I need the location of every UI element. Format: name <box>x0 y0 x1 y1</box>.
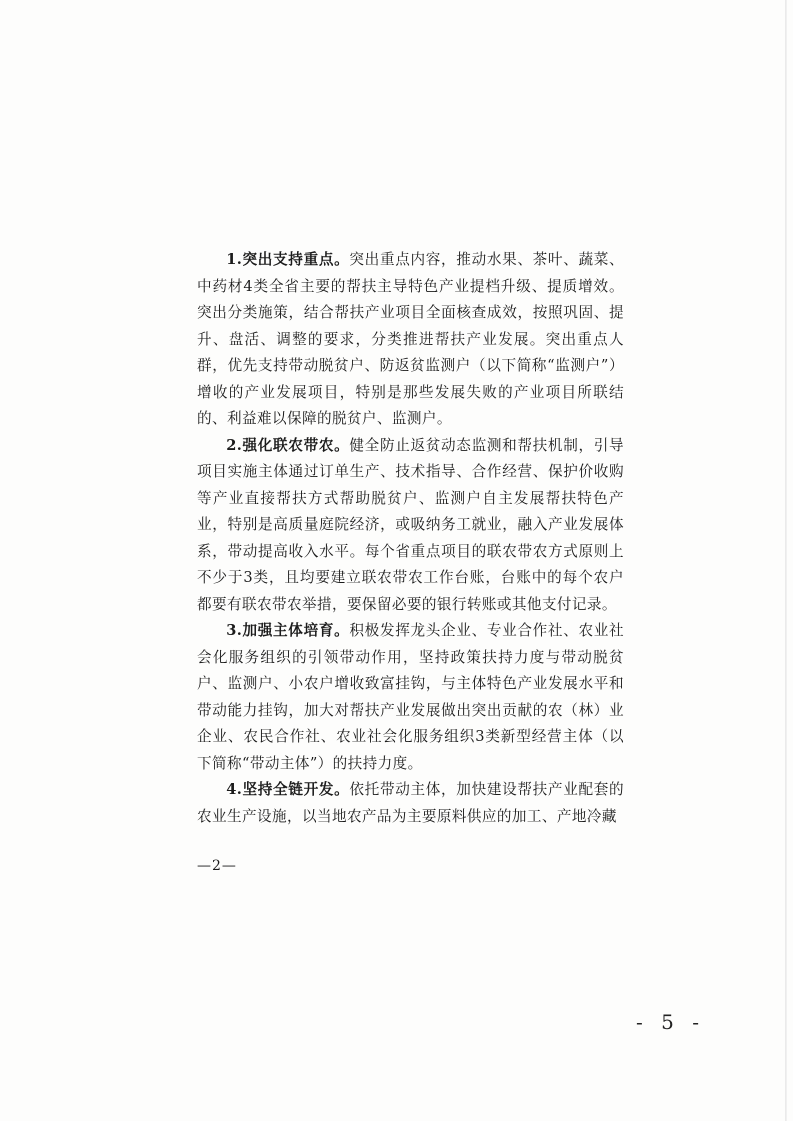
paragraph-2-text: 健全防止返贫动态监测和帮扶机制，引导项目实施主体通过订单生产、技术指导、合作经营、保护价收购等产业直接帮扶方式帮助脱贫户、监测户自主发展帮扶特色产业，特别是高质量庭院经济，或吸纳务工就业，融入产业发展体系，带动提高收入水平。每个省重点项目的联农带农方式原则上不少于3类，且均要建立联农带农工作台账，台账中的每个农户都要有联农带农举措，要保留必要的银行转账或其他支付记录。 <box>197 436 625 613</box>
page-edge-shadow <box>785 0 787 1121</box>
paragraph-1-text: 突出重点内容，推动水果、茶叶、蔬菜、中药材4类全省主要的帮扶主导特色产业提档升级、提质增效。突出分类施策，结合帮扶产业项目全面核查成效，按照巩固、提升、盘活、调整的要求，分类推进帮扶产业发展。突出重点人群，优先支持带动脱贫户、防返贫监测户（以下简称“监测户”）增收的产业发展项目，特别是那些发展失败的产业项目所联结的、利益难以保障的脱贫户、监测户。 <box>197 251 625 427</box>
paragraph-4-heading: 4.坚持全链开发。 <box>226 781 350 798</box>
paragraph-4 <box>197 777 624 830</box>
paragraph-2-heading: 2.强化联农带农。 <box>226 436 350 454</box>
paragraph-1 <box>197 247 624 433</box>
paragraph-3-heading: 3.加强主体培育。 <box>226 622 350 639</box>
inner-page-number: —2— <box>197 858 237 874</box>
body-text <box>197 247 624 830</box>
paragraph-4-text: 依托带动主体，加快建设帮扶产业配套的农业生产设施，以当地农产品为主要原料供应的加工、产地冷藏 <box>197 781 625 825</box>
paragraph-3-text: 积极发挥龙头企业、专业合作社、农业社会化服务组织的引领带动作用，坚持政策扶持力度与带动脱贫户、监测户、小农户增收致富挂钩，与主体特色产业发展水平和带动能力挂钩，加大对帮扶产业发展做出突出贡献的农（林）业企业、农民合作社、农业社会化服务组织3类新型经营主体（以下简称“带动主体”）的扶持力度。 <box>197 622 625 772</box>
outer-page-number: - 5 - <box>636 1010 705 1034</box>
paragraph-2 <box>197 433 624 619</box>
paragraph-3 <box>197 618 624 777</box>
paragraph-1-heading: 1.突出支持重点。 <box>226 251 350 268</box>
